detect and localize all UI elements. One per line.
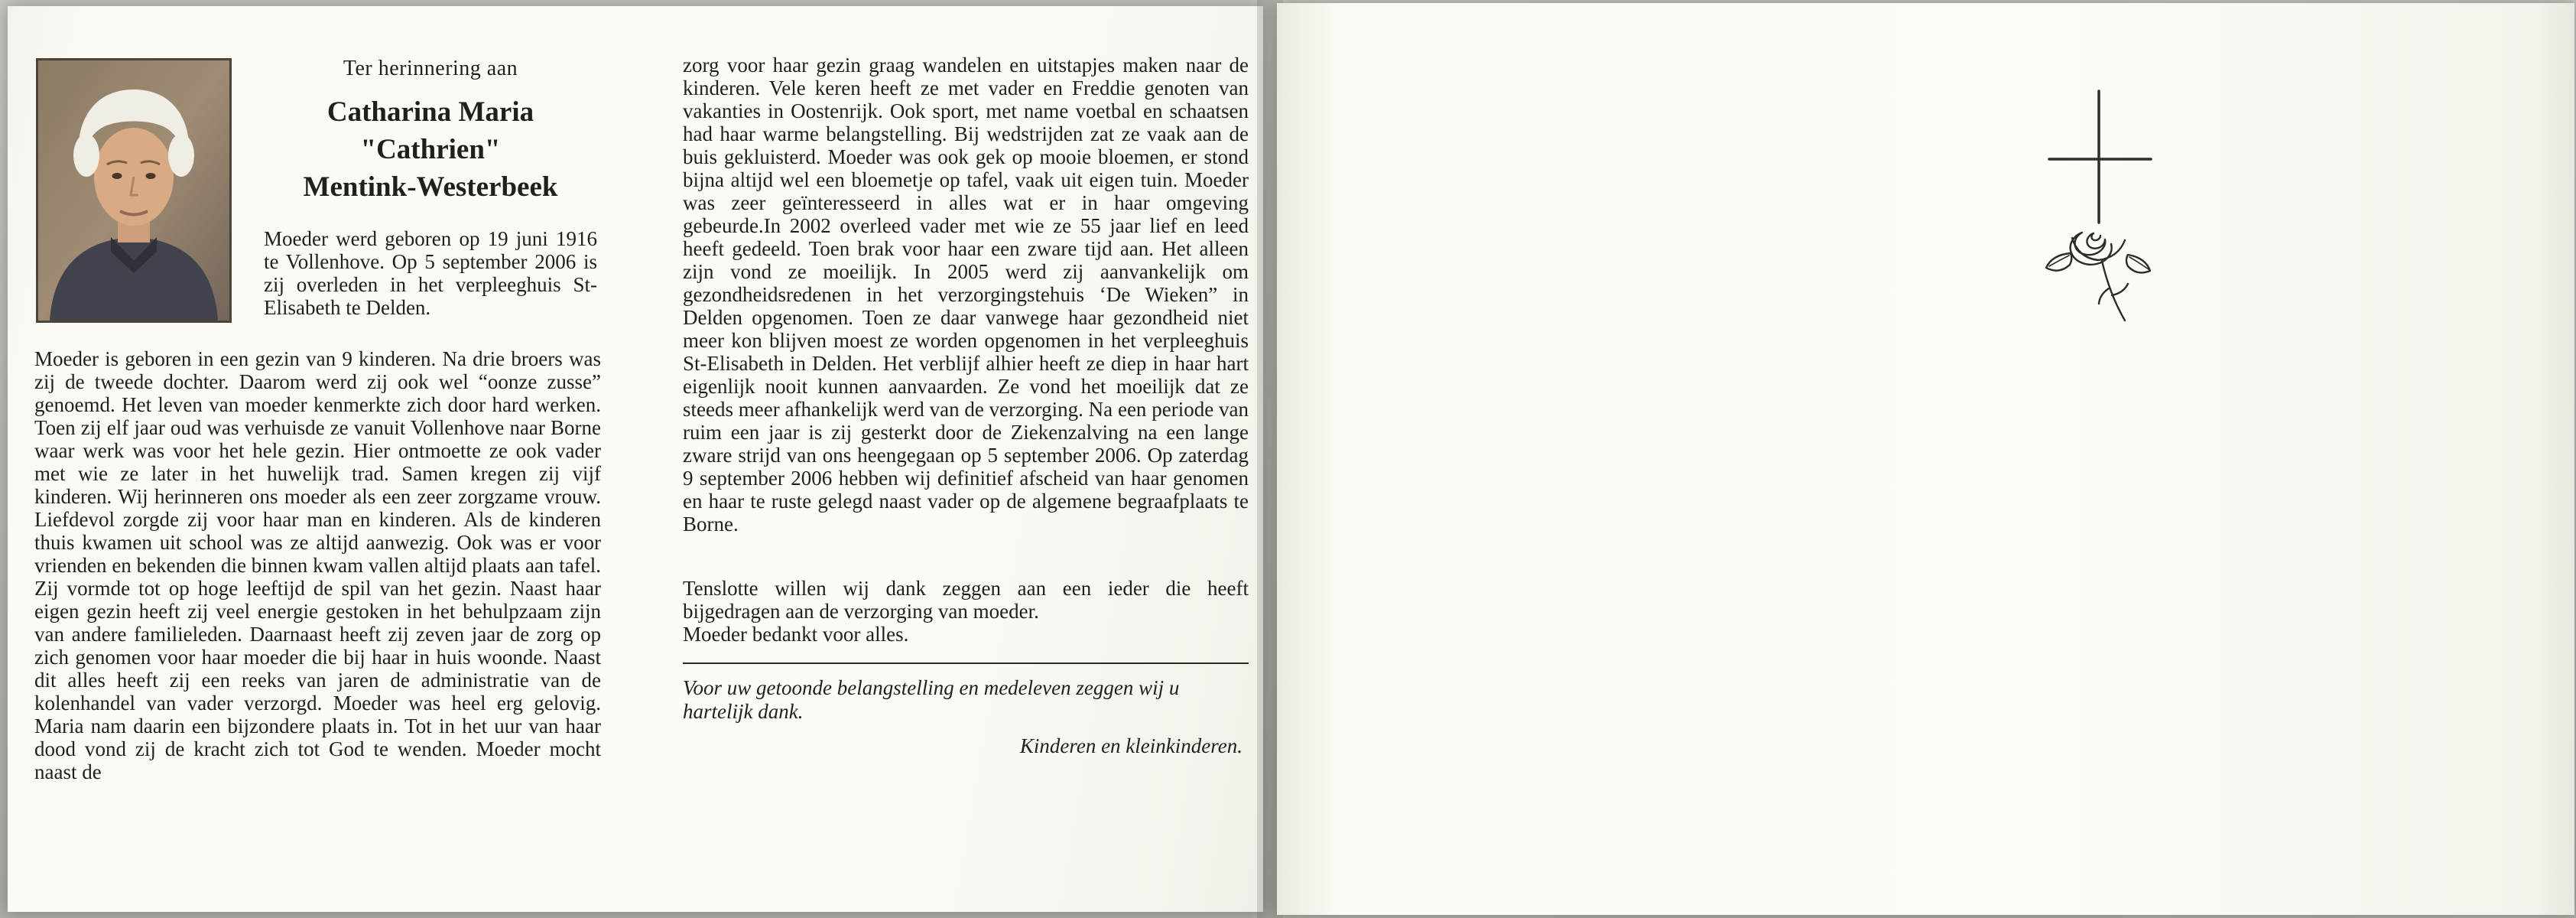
signature-line: Kinderen en kleinkinderen. — [1019, 734, 1243, 757]
thanks-caregivers-text: Tenslotte willen wij dank zeggen aan een ieder die heeft bijgedragen aan de verzorging van moeder. — [683, 577, 1249, 623]
back-artwork — [2026, 80, 2172, 340]
biography-column-right — [683, 54, 1249, 757]
divider-line — [683, 662, 1249, 664]
portrait-photo — [36, 58, 232, 323]
deceased-name — [264, 93, 597, 206]
thanks-mother-text: Moeder bedankt voor alles. — [683, 623, 909, 646]
card-back-panel — [1277, 3, 2574, 915]
cross-icon — [2049, 91, 2151, 223]
memorial-header — [264, 57, 597, 319]
rose-icon — [2046, 233, 2150, 321]
name-line-first: Catharina Maria — [326, 96, 534, 128]
back-artwork-svg — [2026, 80, 2172, 340]
birth-death-summary: Moeder werd geboren op 19 juni 1916 te Vollenhove. Op 5 september 2006 is zij overleden in het verpleeghuis St-Elisabeth te Delden. — [264, 227, 597, 319]
biography-column-left: Moeder is geboren in een gezin van 9 kinderen. Na drie broers was zij de tweede dochter. Daarom werd zij ook wel “oonze zusse” genoemd. Het leven van moeder kenmerkte zich door hard werken. Toen zij elf jaar oud was verhuisde ze vanuit Vollenhove naar Borne waar werk was voor het hele gezin. Hier ontmoette ze ook vader met wie ze later in het huwelijk trad. Samen kregen zij vijf kinderen. Wij herinneren ons moeder als een zeer zorgzame vrouw. Liefdevol zorgde zij voor haar man en kinderen. Als de kinderen thuis kwamen uit school was ze altijd aanwezig. Ook was er voor vrienden en bekenden die binnen kwam vallen altijd plaats aan tafel. Zij vormde tot op hoge leeftijd de spil van het gezin. Naast haar eigen gezin heeft zij veel energie gestoken in het behulpzaam zijn van andere familieleden. Daarnaast heeft zij zeven jaar de zorg op zich genomen voor haar moeder die bij haar in huis woonde. Naast dit alles heeft zij een reeks van jaren de administratie van de kolenhandel van vader verzorgd. Moeder was heel erg gelovig. Maria nam daarin een bijzondere plaats in. Tot in het uur van haar dood vond zij de kracht zich tot God te wenden. Moeder mocht naast de — [34, 347, 601, 783]
name-line-nickname: "Cathrien" — [360, 134, 501, 165]
portrait-photo-image — [38, 60, 229, 321]
biography-continued: zorg voor haar gezin graag wandelen en uitstapjes maken naar de kinderen. Vele keren heeft ze met vader en Freddie genoten van vakanties in Oostenrijk. Ook sport, met name voetbal en schaatsen had haar warme belangstelling. Bij wedstrijden zat ze vaak aan de buis gekluisterd. Moeder was ook gek op mooie bloemen, er stond bijna altijd wel een bloemetje op tafel, vaak uit eigen tuin. Moeder was zeer geïnteresseerd in alles wat er in haar omgeving gebeurde.In 2002 overleed vader met wie ze 55 jaar lief en leed heeft gedeeld. Toen brak voor haar een zware tijd aan. Het alleen zijn vond ze moeilijk. In 2005 werd zij aanvankelijk om gezondheidsredenen in het verzorgingstehuis ‘De Wieken” in Delden opgenomen. Toen ze daar vanwege haar gezondheid niet meer kon blijven moest ze worden opgenomen in het verpleeghuis St-Elisabeth in Delden. Het verblijf alhier heeft ze diep in haar hart eigenlijk nooit kunnen aanvaarden. Ze vond het moeilijk dat ze steeds meer afhankelijk werd van de verzorging. Na een periode van ruim een jaar is zij gesterkt door de Ziekenzalving na een lange zware strijd van ons heengegaan op 5 september 2006. Op zaterdag 9 september 2006 hebben wij definitief afscheid van haar genomen en haar te ruste gelegd naast vader op de algemene begraafplaats te Borne. — [683, 54, 1249, 536]
condolence-note: Voor uw getoonde belangstelling en medeleven zeggen wij u hartelijk dank. — [683, 676, 1180, 723]
in-memoriam-line: Ter herinnering aan — [343, 57, 518, 80]
name-line-surname: Mentink-Westerbeek — [303, 171, 558, 203]
